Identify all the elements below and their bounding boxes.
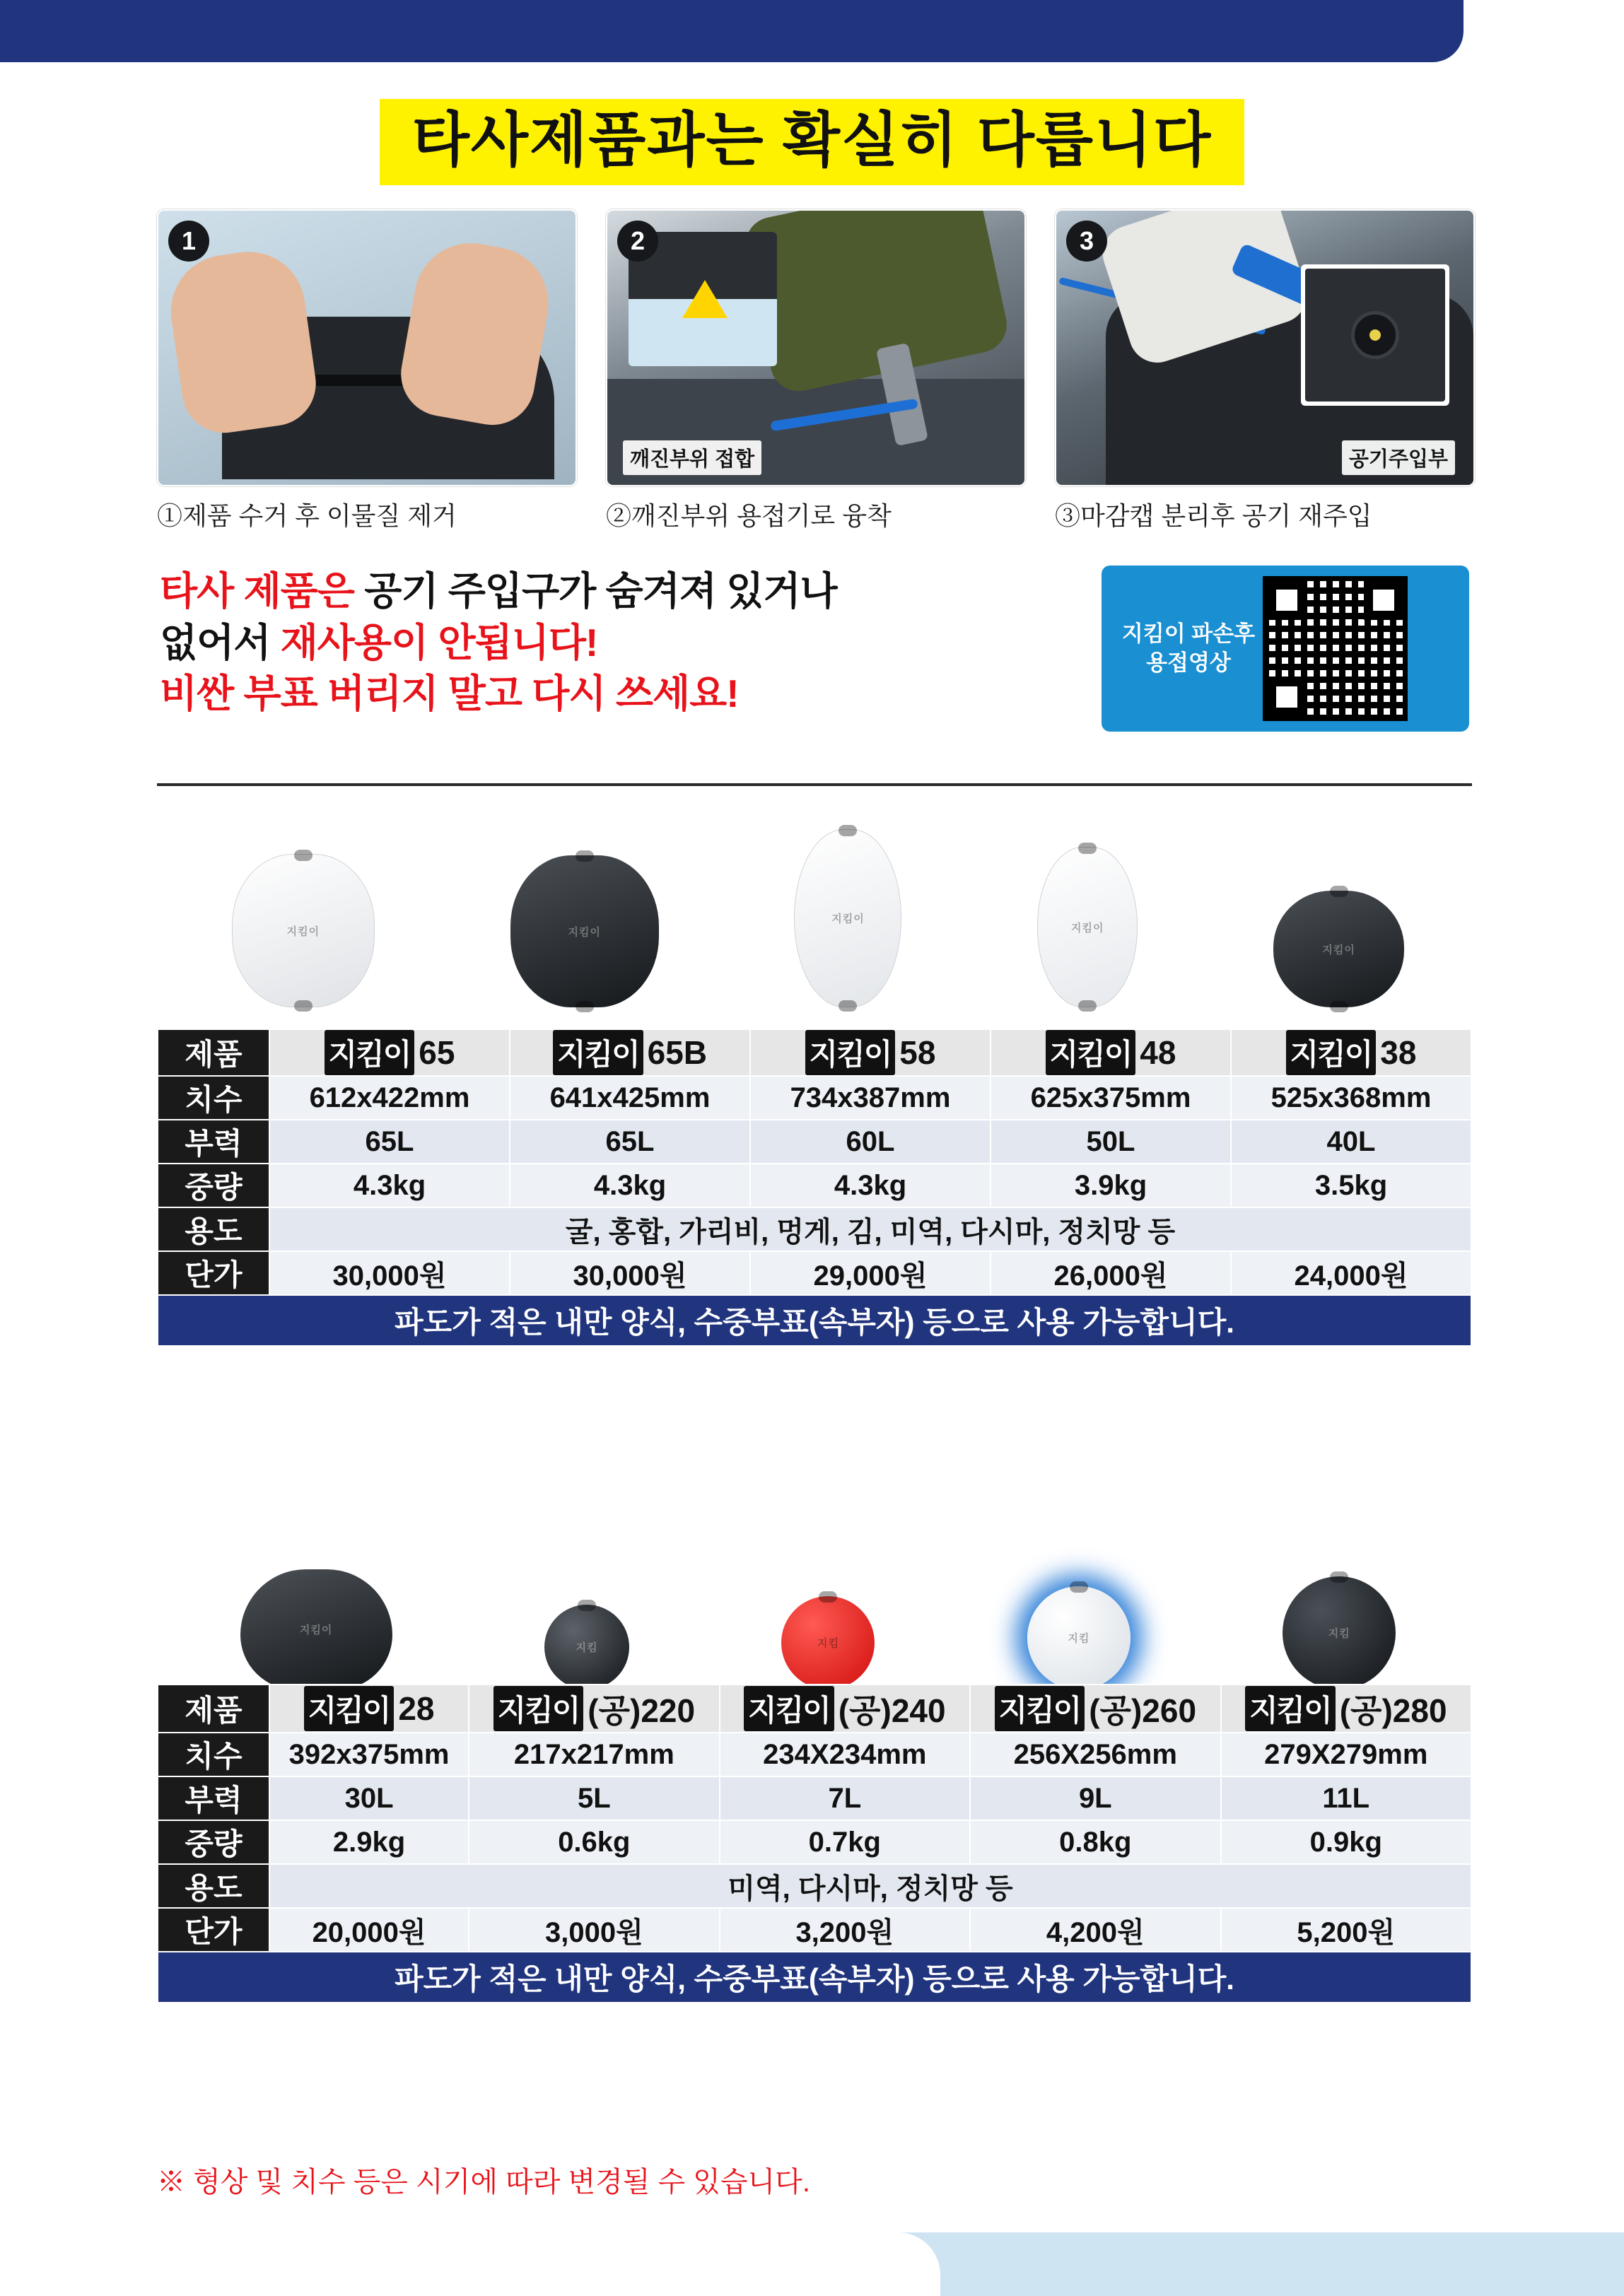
nub-icon: [839, 825, 857, 836]
brand-logo: [995, 1685, 1197, 1732]
product-mark: 지킴이: [299, 1624, 333, 1636]
headline-container: [0, 99, 1624, 185]
warning-line-2: [160, 617, 1164, 669]
warning-line-2-red: 재사용이 안됩니다!: [280, 620, 598, 664]
table2-product-4: [1221, 1685, 1471, 1733]
cell-buoyancy-1: 5L: [469, 1776, 719, 1820]
row-label-price: 단가: [158, 1251, 269, 1295]
product-number: (공)260: [1089, 1692, 1197, 1729]
cell-buoyancy-0: 30L: [269, 1776, 469, 1820]
page-title: 타사제품과는 확실히 다릅니다: [380, 99, 1245, 185]
brand-logo: [744, 1685, 946, 1732]
row-label-buoyancy: 부력: [158, 1776, 269, 1820]
product-number: 38: [1380, 1034, 1417, 1071]
cell-buoyancy-0: 65L: [269, 1120, 510, 1164]
brand-logo: [805, 1030, 936, 1075]
product-mark: 지킴이: [1071, 922, 1104, 934]
warning-block: [160, 566, 1164, 720]
cell-size-4: 525x368mm: [1231, 1076, 1471, 1120]
table2-header-label: 제품: [158, 1685, 269, 1733]
cell-weight-2: 4.3kg: [750, 1164, 991, 1207]
cell-price-0: 30,000원: [269, 1251, 510, 1295]
nub-icon: [578, 1600, 596, 1611]
row-label-size: 치수: [158, 1733, 269, 1776]
cell-size-2: 234X234mm: [720, 1733, 970, 1776]
product-mark: 지킴이: [568, 926, 601, 938]
table-row: [158, 1864, 1471, 1908]
warning-line-1: [160, 566, 1164, 617]
nub-icon: [294, 1000, 312, 1012]
warning-line-1-red: 타사 제품은: [160, 569, 354, 613]
cell-price-4: 5,200원: [1221, 1908, 1471, 1952]
product-mark: 지킴이: [286, 925, 320, 937]
table-row: [158, 1120, 1471, 1164]
brand-text: 지킴이: [304, 1686, 395, 1731]
product-image-28: [240, 1569, 392, 1689]
brand-text: 지킴이: [1046, 1030, 1136, 1075]
product-image-65: [232, 854, 375, 1007]
product-image-48: [1037, 847, 1138, 1007]
qr-label-line-1: 지킴이 파손후: [1121, 621, 1256, 647]
table-row: [158, 1733, 1471, 1776]
product-image-260: [1027, 1586, 1131, 1689]
row-label-weight: 중량: [158, 1820, 269, 1864]
cell-price-1: 3,000원: [469, 1908, 719, 1952]
brand-text: 지킴이: [325, 1030, 415, 1075]
valve-inset-image: [1305, 269, 1445, 402]
nub-icon: [839, 1000, 857, 1012]
product-image-240: [781, 1596, 875, 1689]
table-row: [158, 1076, 1471, 1120]
cell-size-2: 734x387mm: [750, 1076, 991, 1120]
product-mark: 지킴이: [1322, 944, 1355, 956]
row-label-weight: 중량: [158, 1164, 269, 1207]
hand-left-shape: [164, 245, 322, 438]
product-image-row-2: [164, 1499, 1472, 1689]
table2-note: 파도가 적은 내만 양식, 수중부표(속부자) 등으로 사용 가능합니다.: [158, 1952, 1471, 2003]
nub-icon: [294, 850, 312, 861]
brand-logo: [304, 1686, 435, 1731]
step-3-badge: 3: [1066, 221, 1107, 262]
table1-product-2: [750, 1029, 991, 1076]
cell-buoyancy-4: 11L: [1221, 1776, 1471, 1820]
cell-weight-0: 4.3kg: [269, 1164, 510, 1207]
cell-weight-0: 2.9kg: [269, 1820, 469, 1864]
section-divider: [157, 783, 1472, 786]
cell-buoyancy-2: 7L: [720, 1776, 970, 1820]
product-number: 58: [899, 1034, 936, 1071]
qr-code-icon[interactable]: [1263, 576, 1408, 721]
product-mark: 지킴: [576, 1641, 598, 1654]
process-step-3: [1055, 209, 1472, 532]
spec-table-2: [157, 1684, 1472, 2003]
nub-icon: [1330, 1571, 1348, 1583]
table-row: [158, 1207, 1471, 1251]
air-valve-icon: [1351, 311, 1399, 359]
cell-buoyancy-2: 60L: [750, 1120, 991, 1164]
row-label-buoyancy: 부력: [158, 1120, 269, 1164]
process-step-2: [606, 209, 1023, 532]
table2-product-1: [469, 1685, 719, 1733]
table2-note-row: [158, 1952, 1471, 2003]
cell-size-1: 641x425mm: [510, 1076, 750, 1120]
product-mark: 지킴이: [831, 913, 865, 925]
nub-icon: [819, 1591, 837, 1603]
brand-logo: [1286, 1030, 1417, 1075]
nub-icon: [1078, 1000, 1097, 1012]
cell-weight-1: 4.3kg: [510, 1164, 750, 1207]
table-row: [158, 1251, 1471, 1295]
cell-weight-3: 0.8kg: [970, 1820, 1220, 1864]
step-2-badge: 2: [617, 221, 658, 262]
product-image-38: [1273, 891, 1404, 1007]
product-number: 65B: [647, 1034, 708, 1071]
row-label-usage: 용도: [158, 1864, 269, 1908]
nub-icon: [1070, 1581, 1088, 1593]
cell-size-3: 625x375mm: [991, 1076, 1231, 1120]
footnote: ※ 형상 및 치수 등은 시기에 따라 변경될 수 있습니다.: [157, 2167, 810, 2198]
top-decoration-bar: [0, 0, 1464, 62]
product-mark: 지킴: [1328, 1627, 1350, 1640]
product-number: (공)220: [588, 1692, 696, 1729]
brand-text: 지킴이: [553, 1030, 643, 1075]
brand-logo: [1245, 1685, 1447, 1732]
product-number: (공)240: [838, 1692, 946, 1729]
table-header-row: [158, 1685, 1471, 1733]
step-3-tag: 공기주입부: [1342, 440, 1455, 475]
table1-product-3: [991, 1029, 1231, 1076]
welder-shape: [740, 209, 1012, 397]
product-mark: 지킴: [1068, 1632, 1090, 1645]
table-header-row: [158, 1029, 1471, 1076]
row-label-size: 치수: [158, 1076, 269, 1120]
qr-eye-top-right: [1364, 580, 1403, 620]
qr-eye-top-left: [1267, 580, 1307, 620]
cell-price-3: 4,200원: [970, 1908, 1220, 1952]
cell-buoyancy-3: 50L: [991, 1120, 1231, 1164]
brand-logo: [325, 1030, 455, 1075]
qr-card[interactable]: [1102, 566, 1469, 732]
qr-eye-bottom-left: [1267, 677, 1307, 717]
brand-text: 지킴이: [493, 1686, 584, 1731]
product-number: 28: [398, 1690, 435, 1727]
table1-product-1: [510, 1029, 750, 1076]
cell-buoyancy-4: 40L: [1231, 1120, 1471, 1164]
qr-label: [1114, 620, 1263, 677]
spec-table-1: [157, 1029, 1472, 1347]
cell-weight-1: 0.6kg: [469, 1820, 719, 1864]
cell-usage: 미역, 다시마, 정치망 등: [269, 1864, 1471, 1908]
brand-logo: [1046, 1030, 1176, 1075]
product-number: 48: [1140, 1034, 1176, 1071]
nub-icon: [576, 850, 594, 862]
cell-size-4: 279X279mm: [1221, 1733, 1471, 1776]
nub-icon: [1330, 1001, 1348, 1012]
nub-icon: [1330, 886, 1348, 897]
step-1-badge: 1: [168, 221, 209, 262]
product-image-58: [794, 829, 901, 1007]
cell-size-0: 392x375mm: [269, 1733, 469, 1776]
valve-inset: [1301, 264, 1449, 406]
process-step-1: [157, 209, 574, 532]
cell-price-3: 26,000원: [991, 1251, 1231, 1295]
cell-weight-4: 0.9kg: [1221, 1820, 1471, 1864]
cell-price-4: 24,000원: [1231, 1251, 1471, 1295]
warning-line-3: 비싼 부표 버리지 말고 다시 쓰세요!: [160, 672, 739, 716]
bottom-decoration-inner: [0, 2232, 940, 2296]
step-1-image: [157, 209, 577, 486]
product-number: 65: [419, 1034, 455, 1071]
qr-label-line-2: 용접영상: [1146, 650, 1231, 675]
cell-size-3: 256X256mm: [970, 1733, 1220, 1776]
table1-note-row: [158, 1295, 1471, 1346]
product-image-65b: [510, 855, 659, 1007]
brand-text: 지킴이: [995, 1686, 1085, 1731]
product-image-row-1: [164, 816, 1472, 1007]
cell-weight-3: 3.9kg: [991, 1164, 1231, 1207]
table-row: [158, 1164, 1471, 1207]
process-photos: [157, 209, 1472, 532]
step-3-image: [1055, 209, 1475, 486]
table-row: [158, 1908, 1471, 1952]
table2-product-3: [970, 1685, 1220, 1733]
row-label-price: 단가: [158, 1908, 269, 1952]
nub-icon: [1078, 843, 1097, 854]
brand-text: 지킴이: [744, 1686, 834, 1731]
cell-price-2: 29,000원: [750, 1251, 991, 1295]
warning-triangle-icon: [682, 280, 728, 318]
brand-logo: [493, 1685, 696, 1732]
product-image-280: [1283, 1576, 1396, 1689]
cell-weight-4: 3.5kg: [1231, 1164, 1471, 1207]
warning-line-2-dark: 없어서: [160, 620, 271, 664]
brand-text: 지킴이: [805, 1030, 896, 1075]
cell-size-1: 217x217mm: [469, 1733, 719, 1776]
nub-icon: [576, 1001, 594, 1012]
table1-product-0: [269, 1029, 510, 1076]
table2-product-2: [720, 1685, 970, 1733]
table1-product-4: [1231, 1029, 1471, 1076]
brand-text: 지킴이: [1286, 1030, 1377, 1075]
step-3-caption: ③마감캡 분리후 공기 재주입: [1055, 501, 1372, 530]
table-row: [158, 1820, 1471, 1864]
row-label-usage: 용도: [158, 1207, 269, 1251]
table2-product-0: [269, 1685, 469, 1733]
step-2-caption: ②깨진부위 용접기로 융착: [606, 501, 892, 530]
brand-text: 지킴이: [1245, 1686, 1336, 1731]
cell-usage: 굴, 홍합, 가리비, 멍게, 김, 미역, 다시마, 정치망 등: [269, 1207, 1471, 1251]
cell-size-0: 612x422mm: [269, 1076, 510, 1120]
product-image-220: [544, 1605, 629, 1689]
product-number: (공)280: [1339, 1692, 1447, 1729]
cell-weight-2: 0.7kg: [720, 1820, 970, 1864]
cell-price-2: 3,200원: [720, 1908, 970, 1952]
table-row: [158, 1776, 1471, 1820]
table1-header-label: 제품: [158, 1029, 269, 1076]
step-1-caption: ①제품 수거 후 이물질 제거: [157, 501, 457, 530]
step-2-tag: 깨진부위 접합: [623, 440, 761, 475]
cell-buoyancy-1: 65L: [510, 1120, 750, 1164]
product-mark: 지킴: [817, 1637, 839, 1650]
warning-line-1-dark: 공기 주입구가 숨겨져 있거나: [364, 569, 837, 613]
step-2-image: [606, 209, 1026, 486]
cell-buoyancy-3: 9L: [970, 1776, 1220, 1820]
cell-price-1: 30,000원: [510, 1251, 750, 1295]
cell-price-0: 20,000원: [269, 1908, 469, 1952]
table1-note: 파도가 적은 내만 양식, 수중부표(속부자) 등으로 사용 가능합니다.: [158, 1295, 1471, 1346]
brand-logo: [553, 1030, 707, 1075]
